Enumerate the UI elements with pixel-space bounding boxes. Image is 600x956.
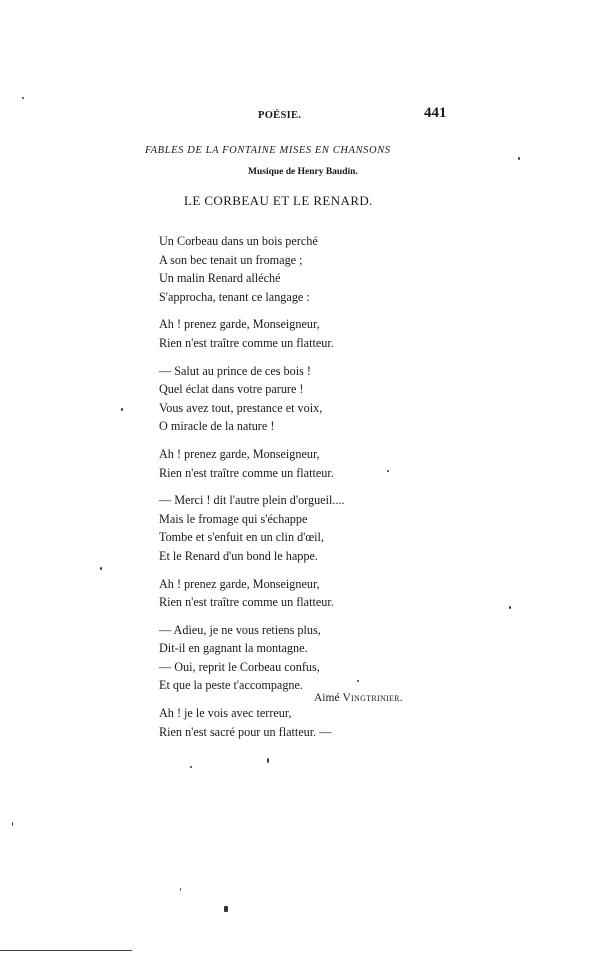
scan-speck xyxy=(121,408,123,411)
scan-speck xyxy=(224,906,228,912)
poem-line: Rien n'est traître comme un flatteur. xyxy=(159,465,334,480)
poem-line: Dit-il en gagnant la montagne. xyxy=(159,641,308,656)
scan-speck xyxy=(190,766,192,768)
poem-line: Rien n'est traître comme un flatteur. xyxy=(159,595,334,610)
poem-line: Tombe et s'enfuit en un clin d'œil, xyxy=(159,530,324,545)
poem-line: Rien n'est sacré pour un flatteur. — xyxy=(159,724,332,739)
author-last-name: Vingtrinier. xyxy=(342,692,403,704)
refrain xyxy=(159,704,345,741)
scan-speck xyxy=(180,888,181,891)
refrain xyxy=(159,445,345,482)
scan-speck xyxy=(12,822,13,826)
poem-line: O miracle de la nature ! xyxy=(159,419,275,434)
scan-speck xyxy=(267,758,269,763)
poem-line: S'approcha, tenant ce langage : xyxy=(159,289,310,304)
running-title: POÉSIE. xyxy=(258,110,302,121)
scan-speck xyxy=(22,97,24,99)
poem-line: — Adieu, je ne vous retiens plus, xyxy=(159,622,321,637)
poem-line: Un malin Renard alléché xyxy=(159,271,281,286)
refrain xyxy=(159,575,345,612)
scan-speck xyxy=(387,470,389,472)
stanza xyxy=(159,491,345,565)
poem-line: Ah ! je le vois avec terreur, xyxy=(159,706,292,721)
poem-body xyxy=(159,232,345,750)
poem-line: Quel éclat dans votre parure ! xyxy=(159,382,304,397)
author-signature xyxy=(314,692,403,704)
poem-line: — Merci ! dit l'autre plein d'orgueil.... xyxy=(159,493,345,508)
poem-title: LE CORBEAU ET LE RENARD. xyxy=(184,193,373,208)
stanza xyxy=(159,621,345,695)
poem-line: — Salut au prince de ces bois ! xyxy=(159,363,311,378)
scan-speck xyxy=(509,606,511,609)
poem-line: A son bec tenait un fromage ; xyxy=(159,252,303,267)
scan-speck xyxy=(518,157,520,160)
poem-line: Et le Renard d'un bond le happe. xyxy=(159,548,318,563)
stanza xyxy=(159,362,345,436)
poem-line: — Oui, reprit le Corbeau confus, xyxy=(159,659,320,674)
poem-line: Rien n'est traître comme un flatteur. xyxy=(159,335,334,350)
poem-line: Un Corbeau dans un bois perché xyxy=(159,234,318,248)
poem-line: Ah ! prenez garde, Monseigneur, xyxy=(159,576,320,591)
poem-line: Ah ! prenez garde, Monseigneur, xyxy=(159,317,320,332)
poem-line: Vous avez tout, prestance et voix, xyxy=(159,400,323,415)
poem-line: Et que la peste t'accompagne. xyxy=(159,678,303,693)
author-first-name: Aimé xyxy=(314,692,340,704)
poem-line: Ah ! prenez garde, Monseigneur, xyxy=(159,446,320,461)
series-title: FABLES DE LA FONTAINE MISES EN CHANSONS xyxy=(145,145,391,156)
poem-line: Mais le fromage qui s'échappe xyxy=(159,511,308,526)
scan-speck xyxy=(357,680,359,682)
bottom-rule xyxy=(0,950,132,951)
stanza xyxy=(159,232,345,306)
scan-speck xyxy=(100,567,102,570)
music-credit: Musique de Henry Baudin. xyxy=(248,167,358,177)
page-number: 441 xyxy=(424,105,447,121)
refrain xyxy=(159,315,345,352)
